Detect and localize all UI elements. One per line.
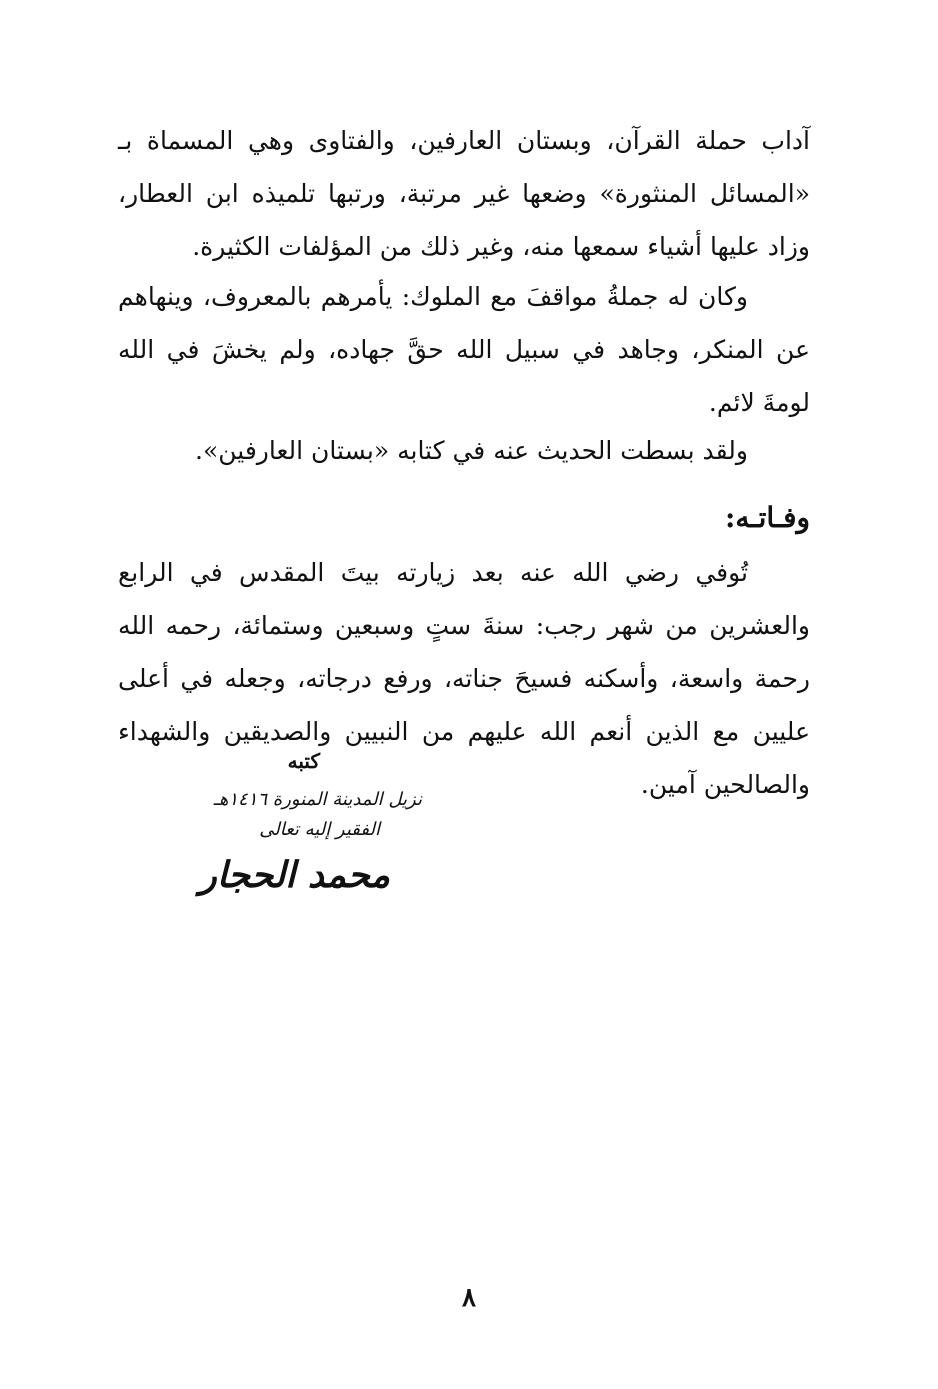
- paragraph-text: ولقد بسطت الحديث عنه في كتابه «بستان العارفين».: [195, 436, 748, 465]
- paragraph-text: وكان له جملةُ مواقفَ مع الملوك: يأمرهم بالمعروف، وينهاهم عن المنكر، وجاهد في سبيل الله حقَّ جهاده، ولم يخشَ في الله لومةَ لائم.: [118, 282, 810, 417]
- paragraph-text: تُوفي رضي الله عنه بعد زيارته بيتَ المقدس في الرابع والعشرين من شهر رجب: سنةَ ستٍ وسبعين وستمائة، رحمه الله رحمة واسعة، وأسكنه فسيحَ جناته، ورفع درجاته، وجعله في أعلى عليين مع الذين أنعم الله عليهم من النبيين والصديقين والشهداء والصالحين آمين.: [118, 558, 810, 799]
- section-heading-death: وفـاتـه:: [725, 501, 810, 534]
- paragraph-reference: [118, 424, 810, 477]
- paragraph-death: [118, 546, 810, 811]
- paragraph-stances: [118, 270, 810, 429]
- page-number: ٨: [462, 1283, 476, 1313]
- signature-label: كتبه: [287, 749, 320, 773]
- author-signature: محمد الحجار: [199, 854, 390, 896]
- paragraph-text: آداب حملة القرآن، وبستان العارفين، والفتاوى وهي المسماة بـ «المسائل المنثورة» وضعها غير مرتبة، ورتبها تلميذه ابن العطار، وزاد عليها أشياء سمعها منه، وغير ذلك من المؤلفات الكثيرة.: [118, 126, 810, 261]
- signature-location-date: نزيل المدينة المنورة ١٤١٦هـ: [213, 789, 422, 810]
- signature-humble-title: الفقير إليه تعالى: [259, 819, 380, 840]
- paragraph-works: [118, 114, 810, 273]
